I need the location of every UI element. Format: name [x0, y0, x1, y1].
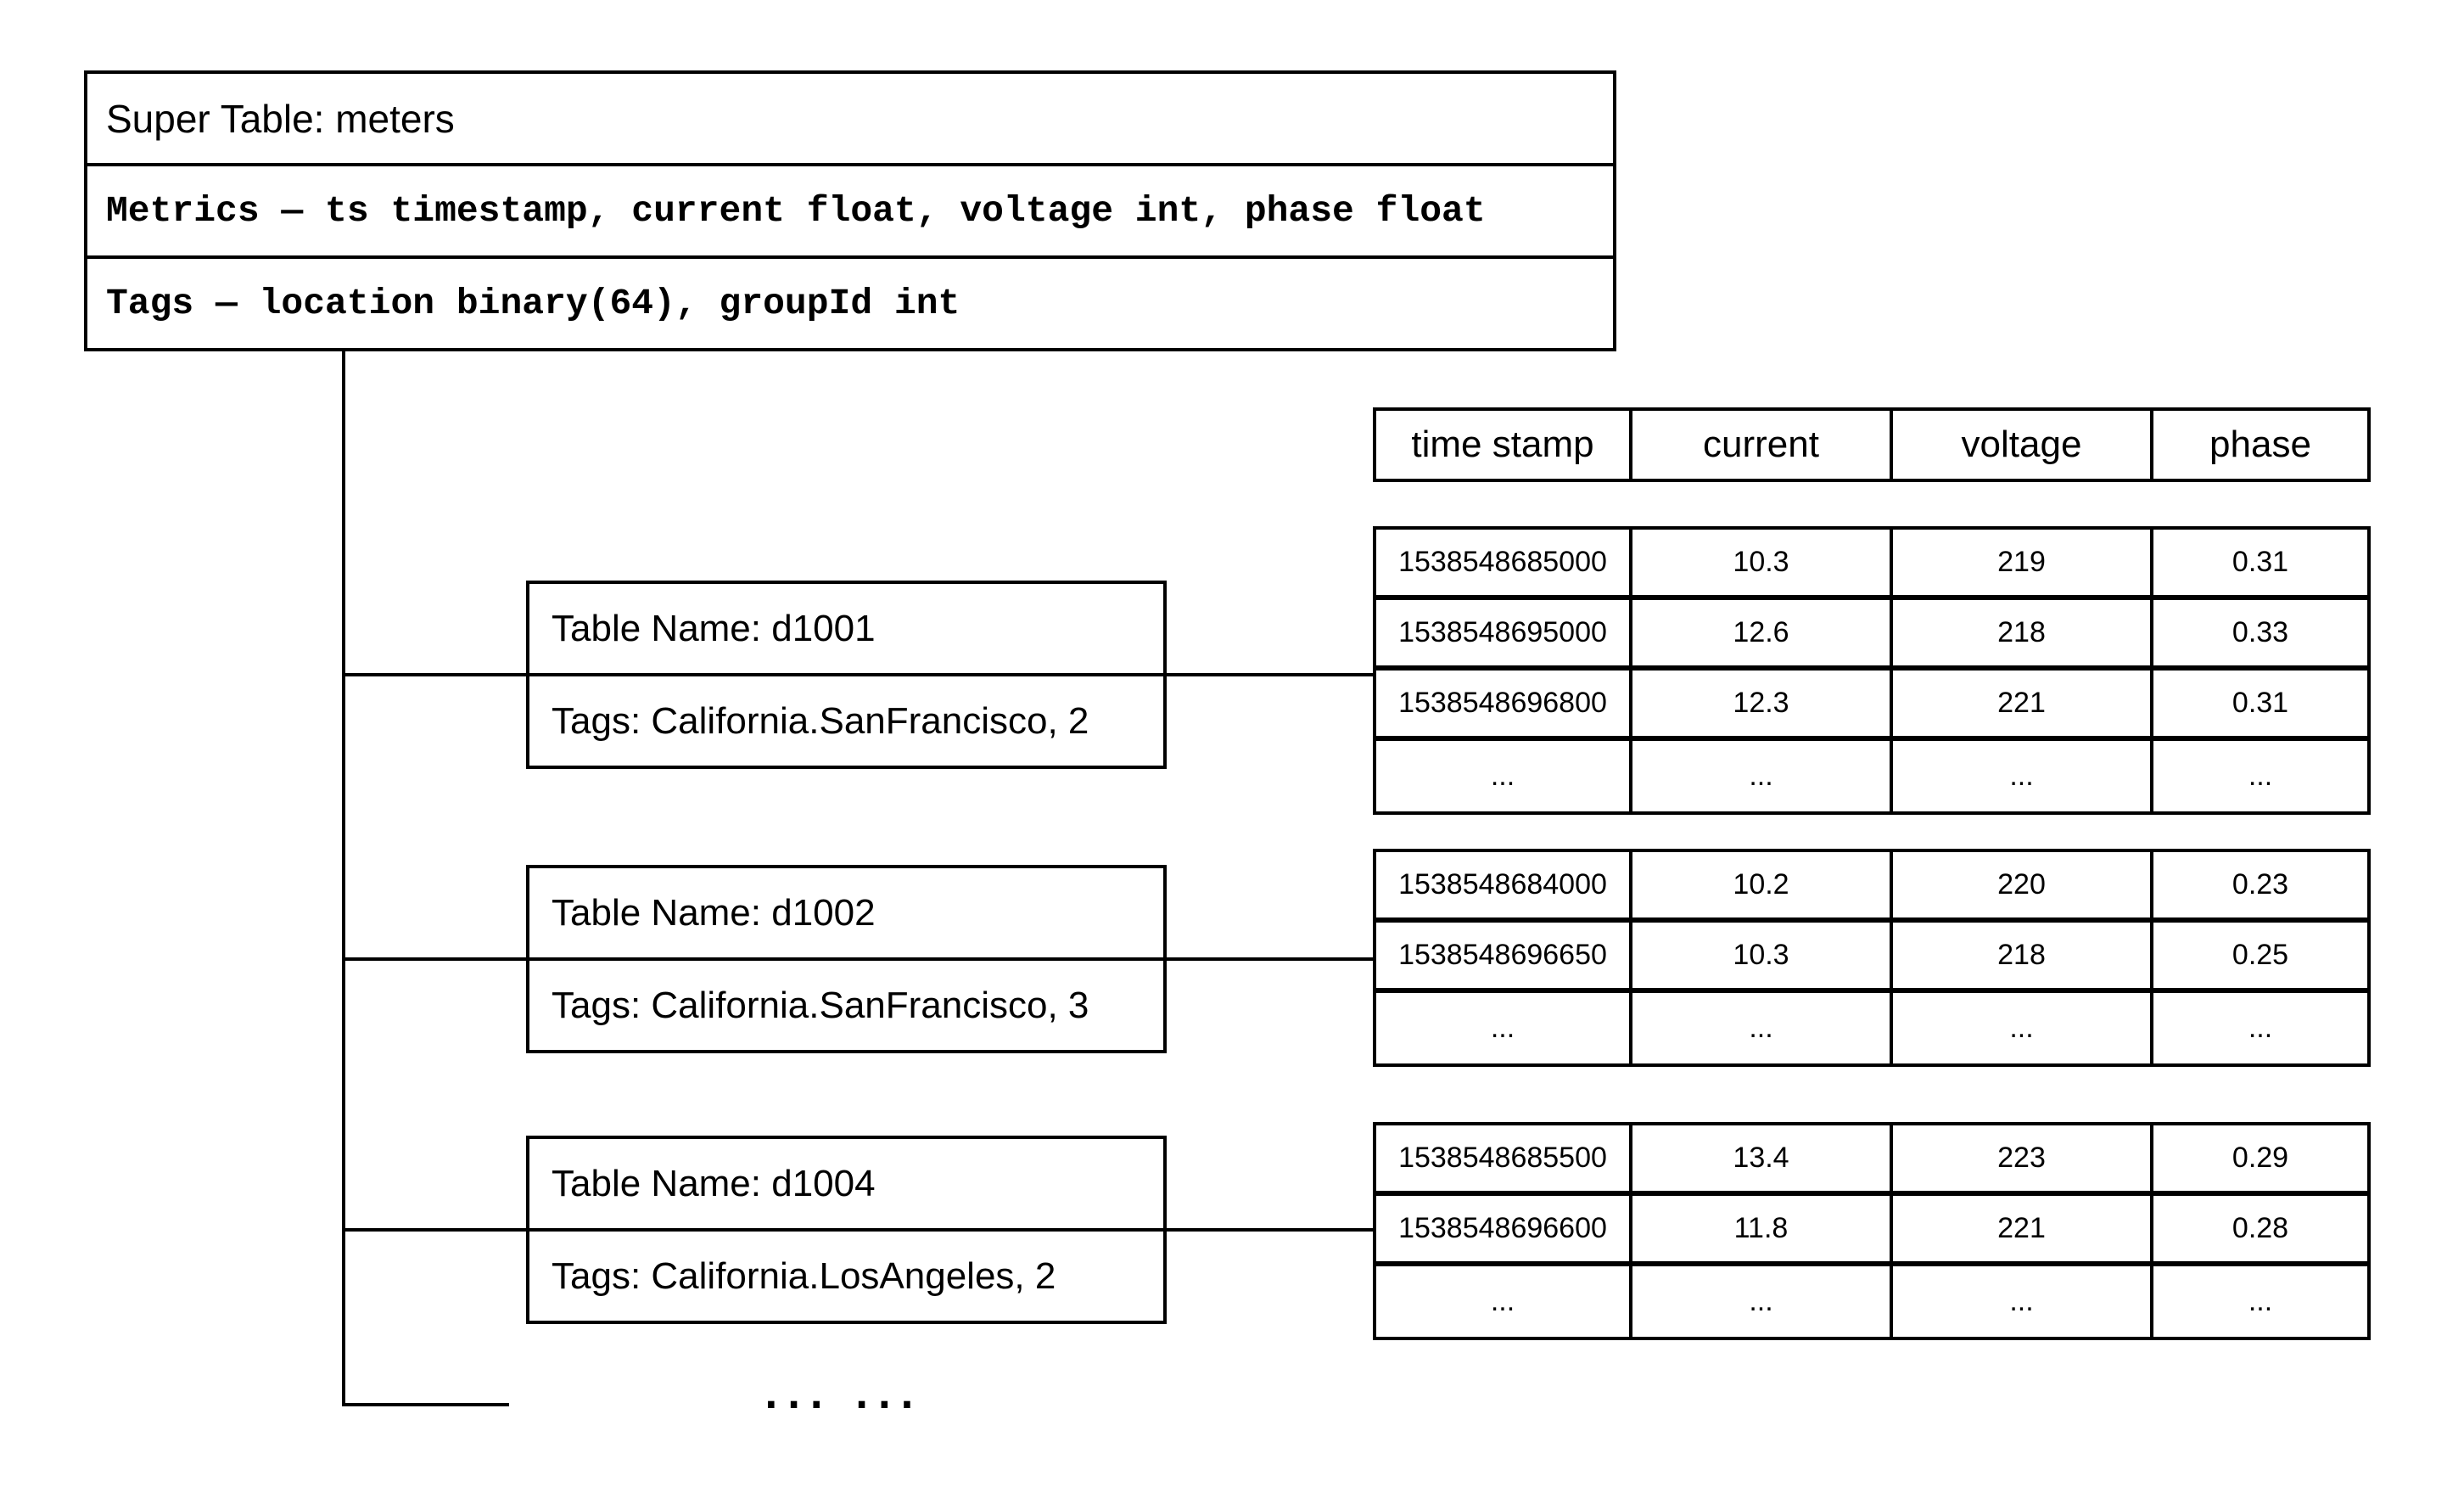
- super-table-title: Super Table: meters: [87, 74, 1613, 166]
- table-row: [1376, 671, 2367, 741]
- table-row: [1376, 530, 2367, 600]
- subtable-name: Table Name: d1002: [529, 868, 1163, 961]
- table-cell: 223: [1893, 1125, 2153, 1191]
- table-cell: 1538548685000: [1376, 530, 1632, 595]
- connector-line-d1002: [1165, 957, 1373, 961]
- table-cell: 12.6: [1632, 600, 1893, 665]
- table-row-ellipsis: [1376, 1266, 2367, 1337]
- super-table-tags: Tags — location binary(64), groupId int: [106, 283, 960, 324]
- table-cell: ...: [2248, 1012, 2273, 1044]
- table-cell: 0.28: [2232, 1212, 2289, 1244]
- branch-line-d1002: [342, 957, 529, 961]
- table-cell: ...: [1376, 1266, 1632, 1337]
- table-cell: 1538548684000: [1376, 852, 1632, 917]
- column-header-row: [1373, 407, 2371, 482]
- table-cell: 0.25: [2232, 939, 2289, 971]
- table-cell: 1538548696650: [1376, 923, 1632, 988]
- table-cell: 0.31: [2232, 687, 2289, 719]
- table-cell: 219: [1893, 530, 2153, 595]
- table-row: [1376, 852, 2367, 923]
- table-row-ellipsis: [1376, 993, 2367, 1063]
- table-cell: 221: [1893, 1196, 2153, 1261]
- table-cell: ...: [2248, 1285, 2273, 1317]
- table-row: [1376, 600, 2367, 671]
- table-cell: 0.33: [2232, 616, 2289, 648]
- table-cell: 218: [1893, 923, 2153, 988]
- table-cell: ...: [1632, 741, 1893, 811]
- table-cell: 1538548695000: [1376, 600, 1632, 665]
- table-cell: 10.2: [1632, 852, 1893, 917]
- data-table-d1004: [1373, 1122, 2371, 1340]
- table-row: [1376, 1125, 2367, 1196]
- data-table-d1001: [1373, 526, 2371, 815]
- table-cell: 218: [1893, 600, 2153, 665]
- connector-line-d1001: [1165, 673, 1373, 676]
- table-row-ellipsis: [1376, 741, 2367, 811]
- table-cell: ...: [1893, 1266, 2153, 1337]
- table-cell: ...: [1632, 1266, 1893, 1337]
- trunk-foot-line: [342, 1403, 509, 1406]
- table-cell: 11.8: [1632, 1196, 1893, 1261]
- table-cell: ...: [1893, 993, 2153, 1063]
- table-cell: 0.23: [2232, 868, 2289, 901]
- table-row: [1376, 923, 2367, 993]
- table-cell: 13.4: [1632, 1125, 1893, 1191]
- table-cell: 221: [1893, 671, 2153, 736]
- header-cell-voltage: voltage: [1893, 411, 2153, 479]
- subtable-tags: Tags: California.SanFrancisco, 2: [552, 699, 1089, 742]
- subtable-box-d1004: [526, 1136, 1167, 1324]
- table-cell: ...: [1376, 993, 1632, 1063]
- table-cell: 1538548696600: [1376, 1196, 1632, 1261]
- table-cell: 0.29: [2232, 1142, 2289, 1174]
- header-cell-current: current: [1632, 411, 1893, 479]
- header-cell-time-stamp: time stamp: [1376, 411, 1632, 479]
- table-cell: ...: [2248, 760, 2273, 792]
- table-cell: 1538548685500: [1376, 1125, 1632, 1191]
- table-cell: ...: [1376, 741, 1632, 811]
- super-table-metrics: Metrics — ts timestamp, current float, voltage int, phase float: [87, 166, 1613, 259]
- table-cell: 12.3: [1632, 671, 1893, 736]
- subtable-name: Table Name: d1004: [529, 1139, 1163, 1232]
- subtable-box-d1002: [526, 865, 1167, 1053]
- header-cell-phase: phase: [2209, 424, 2311, 465]
- connector-line-d1004: [1165, 1228, 1373, 1232]
- subtable-name: Table Name: d1001: [529, 584, 1163, 676]
- table-cell: 1538548696800: [1376, 671, 1632, 736]
- subtable-box-d1001: [526, 581, 1167, 769]
- subtable-tags: Tags: California.LosAngeles, 2: [552, 1254, 1056, 1297]
- table-cell: 220: [1893, 852, 2153, 917]
- table-row: [1376, 1196, 2367, 1266]
- subtable-tags: Tags: California.SanFrancisco, 3: [552, 984, 1089, 1026]
- table-cell: 0.31: [2232, 546, 2289, 578]
- branch-line-d1001: [342, 673, 529, 676]
- more-tables-ellipsis: ... ...: [759, 1372, 918, 1417]
- super-table-box: [84, 70, 1616, 351]
- table-cell: 10.3: [1632, 923, 1893, 988]
- branch-line-d1004: [342, 1228, 529, 1232]
- trunk-line: [342, 351, 345, 1406]
- table-cell: ...: [1632, 993, 1893, 1063]
- table-cell: ...: [1893, 741, 2153, 811]
- data-table-d1002: [1373, 849, 2371, 1067]
- table-cell: 10.3: [1632, 530, 1893, 595]
